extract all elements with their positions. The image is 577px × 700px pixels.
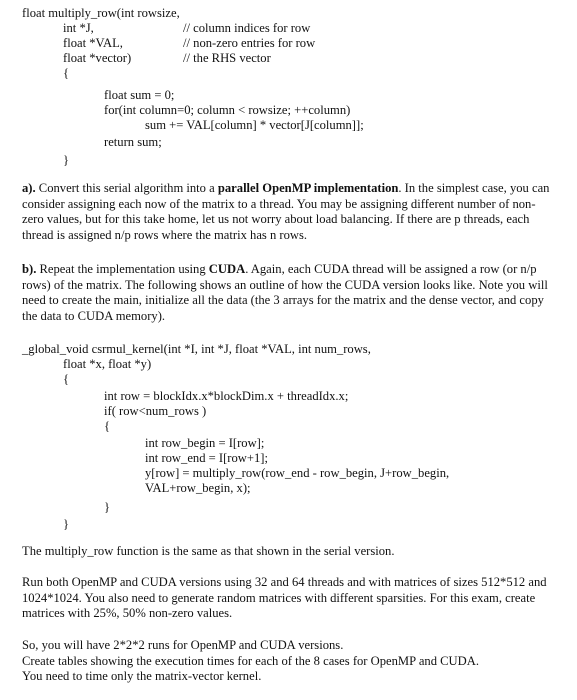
cuda-open-brace: { xyxy=(63,372,70,386)
cuda-inner-line: y[row] = multiply_row(row_end - row_begin, J+row_begin, xyxy=(145,466,450,480)
cuda-signature-cont: float *x, float *y) xyxy=(63,357,152,371)
serial-open-brace: { xyxy=(63,66,70,80)
cuda-inner-line: int row_begin = I[row]; xyxy=(145,436,265,450)
summary-line: So, you will have 2*2*2 runs for OpenMP and CUDA versions. xyxy=(22,638,344,652)
cuda-inner-line: int row_end = I[row+1]; xyxy=(145,451,268,465)
serial-signature: float multiply_row(int rowsize, xyxy=(22,6,180,20)
serial-body-line: float sum = 0; xyxy=(104,88,175,102)
cuda-if-line: if( row<num_rows ) xyxy=(104,404,207,418)
serial-param-comment: // column indices for row xyxy=(183,21,311,35)
summary-line: You need to time only the matrix-vector kernel. xyxy=(22,669,262,683)
serial-body-line: sum += VAL[column] * vector[J[column]]; xyxy=(145,118,364,132)
run-paragraph: Run both OpenMP and CUDA versions using 32 and 64 threads and with matrices of sizes 512*512 and 1024*1024. You also need to generate random matrices with different sparsities. For this exam, create matrices with 25%, 50% non-zero values. xyxy=(22,575,547,621)
serial-body-line: return sum; xyxy=(104,135,162,149)
serial-body-line: for(int column=0; column < rowsize; ++column) xyxy=(104,103,351,117)
note-line: The multiply_row function is the same as that shown in the serial version. xyxy=(22,544,395,558)
cuda-inner-close: } xyxy=(104,500,111,514)
serial-close-brace: } xyxy=(63,153,70,167)
cuda-close-brace: } xyxy=(63,517,70,531)
part-a-paragraph: a). Convert this serial algorithm into a parallel OpenMP implementation. In the simplest case, you can consider assigning each now of the matrix to a thread. You may be assigning different number of non-zero values, but for this take home, let us not worry about load balancing. If there are p threads, each thread is assigned n/p rows where the matrix has n rows. xyxy=(22,181,550,242)
serial-param-decl: float *vector) xyxy=(63,51,132,65)
cuda-row-line: int row = blockIdx.x*blockDim.x + threadIdx.x; xyxy=(104,389,349,403)
serial-param-comment: // non-zero entries for row xyxy=(183,36,316,50)
serial-param-decl: int *J, xyxy=(63,21,94,35)
cuda-signature: _global_void csrmul_kernel(int *I, int *J, float *VAL, int num_rows, xyxy=(22,342,371,356)
serial-param-decl: float *VAL, xyxy=(63,36,123,50)
cuda-inner-line: VAL+row_begin, x); xyxy=(145,481,251,495)
summary-line: Create tables showing the execution times for each of the 8 cases for OpenMP and CUDA. xyxy=(22,654,479,668)
serial-param-comment: // the RHS vector xyxy=(183,51,271,65)
part-b-label: b). xyxy=(22,262,37,276)
part-a-label: a). xyxy=(22,181,36,195)
part-b-paragraph: b). Repeat the implementation using CUDA. Again, each CUDA thread will be assigned a row (or n/p rows) of the matrix. The following shows an outline of how the CUDA version looks like. Note you will need to create the main, initialize all the data (the 3 arrays for the matrix and the dense vector, and copy the data to CUDA memory). xyxy=(22,262,548,323)
cuda-inner-open: { xyxy=(104,419,111,433)
part-b-emphasis: CUDA xyxy=(208,262,246,276)
part-a-emphasis: parallel OpenMP implementation xyxy=(217,181,399,195)
